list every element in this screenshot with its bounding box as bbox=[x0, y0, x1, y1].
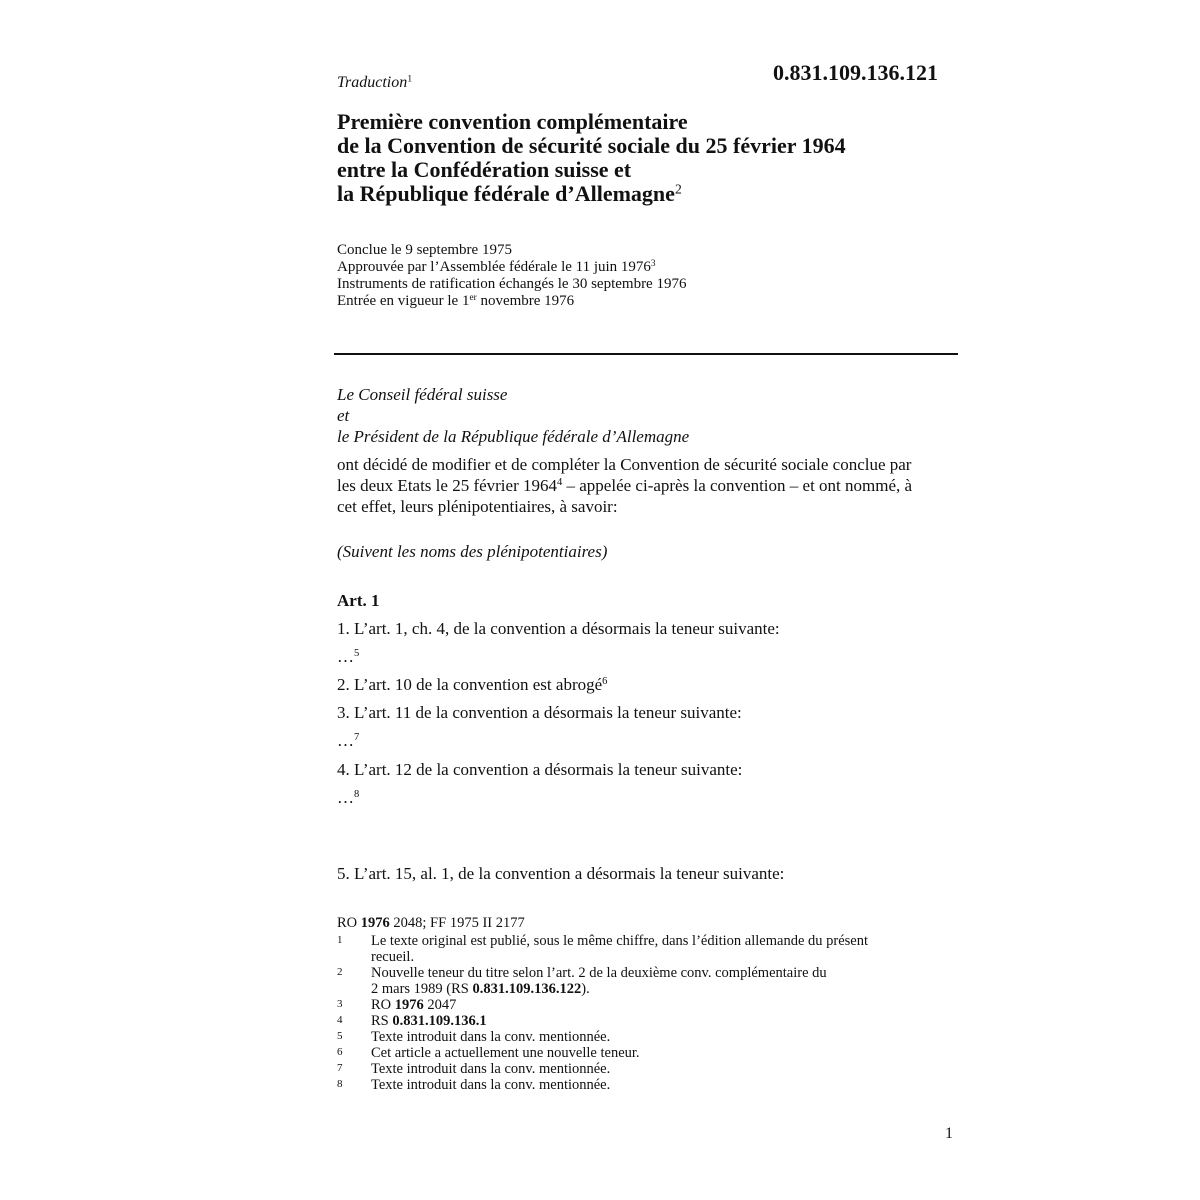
footnote-number: 3 bbox=[337, 998, 343, 1010]
article-paragraph: 2. L’art. 10 de la convention est abrogé$^6$ bbox=[337, 675, 608, 694]
sr-number: 0.831.109.136.121 bbox=[773, 60, 938, 85]
source-reference: RO 1976 2048; FF 1975 II 2177 bbox=[337, 915, 525, 931]
translation-label: Traduction$^1$ bbox=[337, 73, 413, 91]
footnote-ref[interactable]: 7 bbox=[354, 732, 360, 744]
article-paragraph: 4. L’art. 12 de la convention a désormais la teneur suivante: bbox=[337, 760, 743, 779]
preamble-line: les deux Etats le 25 février 1964$^4$ – appelée ci-après la convention – et ont nommé, à bbox=[337, 476, 913, 495]
footnote-number: 5 bbox=[337, 1030, 343, 1042]
footnote: 7 Texte introduit dans la conv. mentionnée. bbox=[337, 1061, 611, 1077]
footnote: 2 Nouvelle teneur du titre selon l’art. 2 de la deuxième conv. complémentaire du 2 mars 1989 (RS 0.831.109.136.122). bbox=[337, 965, 827, 997]
article-heading: Art. 1 bbox=[337, 591, 380, 610]
approval-date: Approuvée par l’Assemblée fédérale le 11 juin 1976$^3$ bbox=[337, 258, 656, 275]
preamble-line: ont décidé de modifier et de compléter la Convention de sécurité sociale conclue par bbox=[337, 455, 912, 474]
footnote-ref[interactable]: 8 bbox=[354, 789, 360, 801]
footnote-number: 6 bbox=[337, 1046, 343, 1058]
horizontal-rule bbox=[334, 353, 958, 355]
party-line: le Président de la République fédérale d’Allemagne bbox=[337, 427, 690, 446]
article-paragraph: 5. L’art. 15, al. 1, de la convention a désormais la teneur suivante: bbox=[337, 864, 785, 883]
preamble bbox=[337, 454, 912, 517]
footnote: 6 Cet article a actuellement une nouvelle teneur. bbox=[337, 1045, 640, 1061]
footnote: 1 Le texte original est publié, sous le même chiffre, dans l’édition allemande du présent recueil. bbox=[337, 933, 869, 965]
preamble-line: cet effet, leurs plénipotentiaires, à savoir: bbox=[337, 497, 618, 516]
footnote-ref[interactable]: 1 bbox=[407, 73, 413, 85]
party-line: Le Conseil fédéral suisse bbox=[337, 385, 508, 404]
title-line: Première convention complémentaire bbox=[337, 109, 688, 134]
footnotes bbox=[337, 915, 868, 1093]
title-line: entre la Confédération suisse et bbox=[337, 157, 632, 182]
article-paragraph: 1. L’art. 1, ch. 4, de la convention a désormais la teneur suivante: bbox=[337, 619, 780, 638]
footnote-number: 7 bbox=[337, 1062, 343, 1074]
footnote-ref[interactable]: 6 bbox=[602, 676, 608, 688]
footnote: 4 RS 0.831.109.136.1 bbox=[337, 1013, 487, 1029]
footnote-number: 2 bbox=[337, 966, 343, 978]
footnote: 3 RO 1976 2047 bbox=[337, 997, 457, 1013]
conclusion-date: Conclue le 9 septembre 1975 bbox=[337, 242, 512, 258]
plenipotentiaries-note: (Suivent les noms des plénipotentiaires) bbox=[337, 542, 608, 561]
footnote-number: 4 bbox=[337, 1014, 343, 1026]
page-number: 1 bbox=[945, 1125, 953, 1142]
ellipsis: …$^5$ bbox=[337, 647, 360, 666]
footnote-number: 8 bbox=[337, 1078, 343, 1090]
ratification-date: Instruments de ratification échangés le 30 septembre 1976 bbox=[337, 276, 687, 292]
ellipsis: …$^8$ bbox=[337, 788, 360, 807]
title-line: la République fédérale d’Allemagne$^2$ bbox=[337, 181, 682, 206]
party-line: et bbox=[337, 406, 350, 425]
footnote-number: 1 bbox=[337, 934, 343, 946]
footnote: 8 Texte introduit dans la conv. mentionnée. bbox=[337, 1077, 611, 1093]
document-title bbox=[337, 110, 846, 206]
title-line: de la Convention de sécurité sociale du 25 février 1964 bbox=[337, 133, 846, 158]
contracting-parties bbox=[337, 384, 689, 447]
footnote-ref[interactable]: 4 bbox=[557, 477, 563, 489]
ellipsis: …$^7$ bbox=[337, 731, 360, 750]
footnote-ref[interactable]: 3 bbox=[650, 258, 656, 269]
footnote: 5 Texte introduit dans la conv. mentionnée. bbox=[337, 1029, 611, 1045]
footnote-ref[interactable]: 5 bbox=[354, 648, 360, 660]
footnote-ref[interactable]: 2 bbox=[674, 181, 682, 197]
article-paragraph: 3. L’art. 11 de la convention a désormais la teneur suivante: bbox=[337, 703, 742, 722]
entry-into-force-date: Entrée en vigueur le 1er novembre 1976 bbox=[337, 292, 575, 309]
date-block bbox=[337, 242, 686, 310]
